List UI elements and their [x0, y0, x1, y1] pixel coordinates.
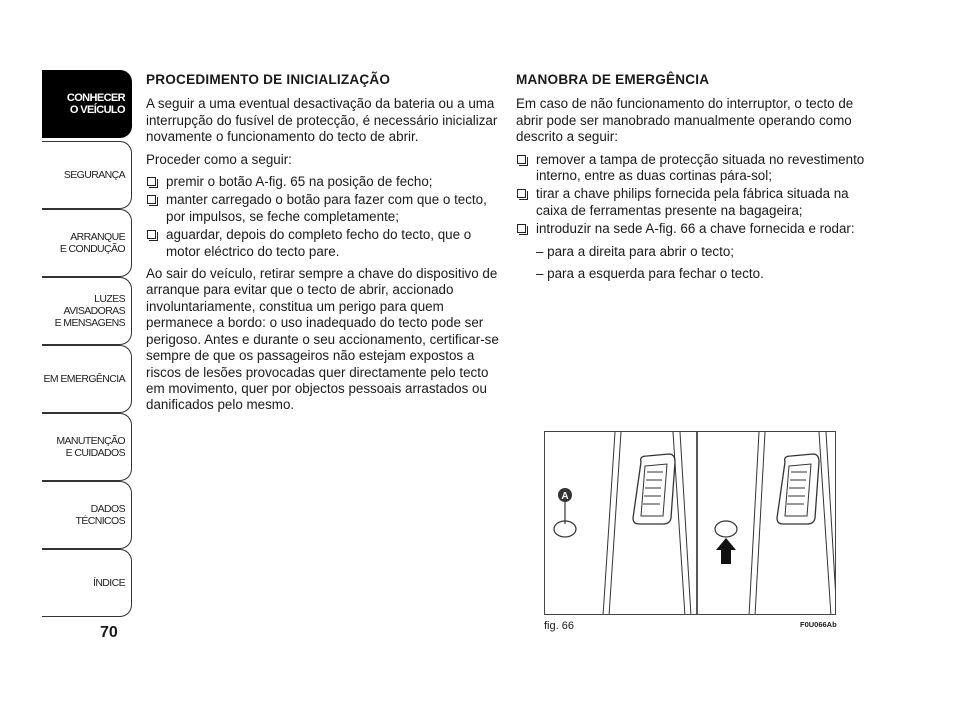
left-column: [146, 72, 501, 420]
tab-label: ÍNDICE: [93, 577, 125, 589]
sub-step: – para a direita para abrir o tecto;: [536, 243, 734, 259]
marker-a-label: A: [561, 491, 569, 502]
sub-step: – para a esquerda para fechar o tecto.: [536, 266, 764, 282]
warning-paragraph: Ao sair do veículo, retirar sempre a chave do dispositivo de arranque para evitar que o tecto de abrir, accionado involuntariamente, constitua um perigo para quem permanece a bordo: o uso inadequado do tecto pode ser perigoso. Antes e durante o seu accionamento, certificar-se sempre de que os passageiros não estejam expostos a riscos de lesões provocadas quer directamente pelo tecto em movimento, quer por objectos pessoais arrastados ou danificados pelo mesmo.: [146, 266, 499, 413]
list-item: manter carregado o botão para fazer com que o tecto, por impulsos, se feche completamente;: [146, 192, 501, 225]
tab-seguranca[interactable]: [42, 141, 132, 209]
tab-indice[interactable]: [42, 549, 132, 617]
tab-manutencao[interactable]: [42, 413, 132, 481]
checkbox-bullet-icon: [147, 230, 156, 239]
proceed-text: Proceder como a seguir:: [146, 151, 292, 167]
steps-list: [146, 174, 501, 260]
intro-paragraph: Em caso de não funcionamento do interruptor, o tecto de abrir pode ser manobrado manualmente operando como descrito a seguir:: [516, 96, 854, 145]
tab-label: CONHECER O VEÍCULO: [66, 92, 125, 116]
section-heading: MANOBRA DE EMERGÊNCIA: [516, 72, 710, 87]
tab-label: SEGURANÇA: [63, 169, 125, 181]
tab-label: DADOS TÉCNICOS: [75, 503, 125, 527]
tab-label: MANUTENÇÃO E CUIDADOS: [56, 435, 125, 459]
checkbox-bullet-icon: [147, 195, 156, 204]
checkbox-bullet-icon: [517, 224, 526, 233]
list-item: tirar a chave philips fornecida pela fábrica situada na caixa de ferramentas presente na bagageira;: [516, 186, 871, 219]
intro-paragraph: A seguir a uma eventual desactivação da bateria ou a uma interrupção do fusível de protecção, é necessário inicializar novamente o funcionamento do tecto de abrir.: [146, 96, 498, 145]
list-item: premir o botão A-fig. 65 na posição de fecho;: [146, 174, 501, 190]
figure-illustration: [544, 431, 836, 615]
figure-caption: fig. 66: [544, 620, 574, 632]
tab-luzes-avisadoras[interactable]: [42, 277, 132, 345]
tab-label: ARRANQUE E CONDUÇÃO: [59, 231, 125, 255]
tab-label: LUZES AVISADORAS E MENSAGENS: [54, 293, 125, 329]
steps-list: [516, 152, 871, 238]
list-item: introduzir na sede A-fig. 66 a chave fornecida e rodar:: [516, 221, 871, 237]
figure-code: F0U066Ab: [800, 620, 837, 629]
tab-label: EM EMERGÊNCIA: [43, 373, 125, 385]
list-item: remover a tampa de protecção situada no revestimento interno, entre as duas cortinas pára-sol;: [516, 152, 871, 185]
list-item: aguardar, depois do completo fecho do tecto, que o motor eléctrico do tecto pare.: [146, 227, 501, 260]
up-arrow-icon: [716, 538, 736, 564]
roof-panel-drawing: [545, 432, 836, 615]
right-column: [516, 72, 871, 288]
tab-arranque-e-conducao[interactable]: [42, 209, 132, 277]
tab-conhecer-o-veiculo[interactable]: [42, 70, 132, 138]
tab-em-emergencia[interactable]: [42, 345, 132, 413]
page-number: 70: [100, 624, 118, 641]
checkbox-bullet-icon: [147, 177, 156, 186]
checkbox-bullet-icon: [517, 155, 526, 164]
checkbox-bullet-icon: [517, 189, 526, 198]
section-heading: PROCEDIMENTO DE INICIALIZAÇÃO: [146, 72, 391, 87]
tab-dados-tecnicos[interactable]: [42, 481, 132, 549]
